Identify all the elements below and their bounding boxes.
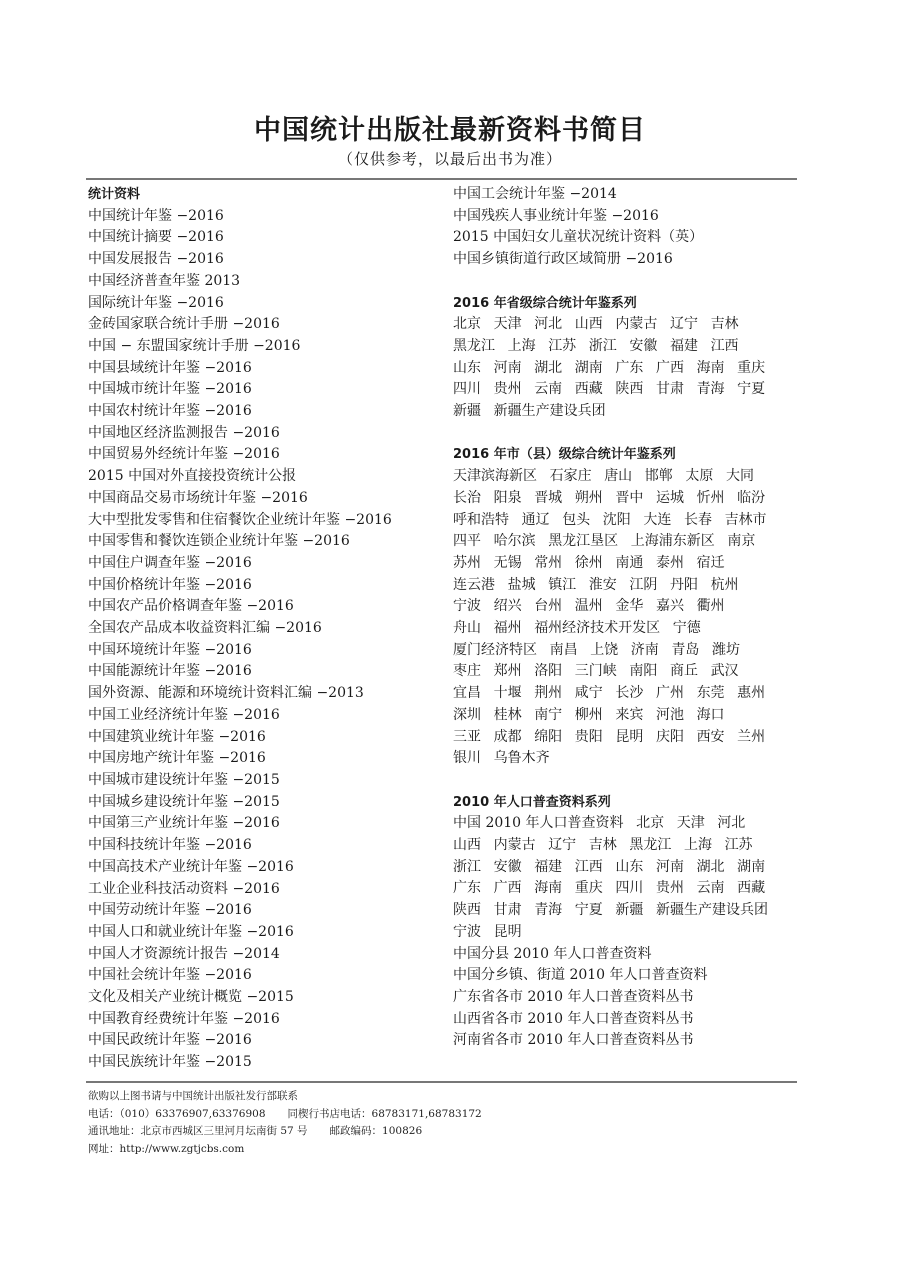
region-row: [453, 575, 803, 597]
region-name: 金华: [615, 598, 644, 615]
region-name: 衢州: [696, 598, 725, 615]
region-name: 无锡: [493, 554, 522, 571]
book-title: 中国房地产统计年鉴 −2016: [88, 750, 266, 767]
region-row: [453, 379, 803, 401]
book-title: 中国分乡镇、街道 2010 年人口普查资料: [453, 967, 708, 984]
footer-address: 通讯地址：北京市西城区三里河月坛南街 57 号: [88, 1125, 308, 1137]
region-row: [453, 596, 803, 618]
region-name: 海口: [696, 706, 725, 723]
region-name: 惠州: [737, 685, 766, 702]
region-name: 咸宁: [574, 685, 603, 702]
book-title: 中国价格统计年鉴 −2016: [88, 576, 252, 593]
region-name: 陕西: [615, 381, 644, 398]
region-name: 陕西: [453, 902, 481, 919]
region-name: 湖北: [696, 858, 725, 875]
contact-footer: [88, 1088, 798, 1158]
region-name: 洛阳: [534, 663, 563, 680]
region-name: 四平: [453, 533, 481, 550]
region-name: 吉林市: [724, 511, 767, 528]
statistics-book-list: [88, 206, 438, 1074]
region-name: 长治: [453, 489, 481, 506]
region-name: 呼和浩特: [453, 511, 509, 528]
region-name: 长春: [683, 511, 712, 528]
region-name: 杭州: [710, 576, 739, 593]
section-heading-provincial: 2016 年省级综合统计年鉴系列: [453, 295, 637, 311]
footer-address-line: [88, 1123, 798, 1141]
region-name: 晋中: [615, 489, 644, 506]
region-name: 贵州: [493, 381, 522, 398]
book-title: 中国农产品价格调查年鉴 −2016: [88, 598, 294, 615]
region-name: 河池: [655, 706, 684, 723]
book-title: 中国城市建设统计年鉴 −2015: [88, 771, 280, 788]
region-name: 淮安: [588, 576, 617, 593]
region-name: 邯郸: [644, 468, 673, 485]
city-list: [453, 466, 803, 770]
region-name: 南通: [615, 554, 644, 571]
region-name: 潍坊: [711, 641, 740, 658]
region-name: 西安: [696, 728, 725, 745]
region-name: 通辽: [521, 511, 550, 528]
region-name: 河北: [717, 815, 746, 832]
footer-purchase-note: 欲购以上图书请与中国统计出版社发行部联系: [88, 1090, 298, 1102]
region-name: 山东: [615, 858, 644, 875]
book-title: 中国残疾人事业统计年鉴 −2016: [453, 207, 659, 224]
region-name: 四川: [615, 880, 644, 897]
region-row: [453, 640, 803, 662]
region-name: 河南: [493, 359, 522, 376]
region-name: 甘肃: [655, 381, 684, 398]
book-title: 2015 中国妇女儿童状况统计资料（英）: [453, 229, 704, 246]
region-name: 天津: [676, 815, 705, 832]
region-name: 温州: [574, 598, 603, 615]
region-name: 山西: [453, 837, 481, 854]
region-name: 深圳: [453, 706, 481, 723]
region-row: [453, 661, 803, 683]
region-row: [453, 857, 803, 879]
region-row: [453, 510, 803, 532]
book-title: 中国环境统计年鉴 −2016: [88, 641, 252, 658]
region-name: 徐州: [574, 554, 603, 571]
region-name: 福建: [534, 858, 563, 875]
book-title: 2015 中国对外直接投资统计公报: [88, 468, 297, 485]
region-name: 海南: [534, 880, 563, 897]
region-name: 云南: [534, 381, 563, 398]
region-name: 郑州: [493, 663, 522, 680]
footer-phone: 电话：（010）63376907,63376908: [88, 1107, 266, 1120]
region-name: 南昌: [549, 641, 578, 658]
region-name: 天津滨海新区: [453, 468, 537, 485]
region-name: 浙江: [453, 858, 481, 875]
region-name: 唐山: [604, 468, 633, 485]
region-name: 宜昌: [453, 685, 481, 702]
book-title: 国外资源、能源和环境统计资料汇编 −2013: [88, 685, 364, 702]
region-name: 重庆: [574, 880, 603, 897]
region-name: 庆阳: [655, 728, 684, 745]
region-name: 浙江: [588, 337, 617, 354]
census-section: [453, 792, 803, 1052]
region-name: 泰州: [655, 554, 684, 571]
region-name: 来宾: [615, 706, 644, 723]
region-row: [453, 401, 803, 423]
region-name: 商丘: [669, 663, 698, 680]
region-name: 北京: [636, 815, 665, 832]
region-name: 贵州: [655, 880, 684, 897]
top-divider: [86, 178, 797, 180]
region-name: 安徽: [629, 337, 658, 354]
region-name: 黑龙江: [629, 837, 672, 854]
book-title: 中国人才资源统计报告 −2014: [88, 945, 280, 962]
region-row: [453, 336, 803, 358]
section-heading-city: 2016 年市（县）级综合统计年鉴系列: [453, 447, 676, 463]
region-name: 广西: [655, 359, 684, 376]
region-name: 黑龙江垦区: [548, 533, 619, 550]
page-subtitle: （仅供参考，以最后出书为准）: [337, 150, 562, 168]
misc-book-list: [453, 184, 803, 271]
book-title: 中国建筑业统计年鉴 −2016: [88, 728, 266, 745]
book-title: 中国地区经济监测报告 −2016: [88, 424, 280, 441]
region-name: 阳泉: [493, 489, 522, 506]
region-name: 连云港: [453, 576, 495, 593]
region-name: 上饶: [590, 641, 619, 658]
region-name: 广东: [615, 359, 644, 376]
region-name: 桂林: [493, 706, 522, 723]
region-name: 宁波: [453, 923, 481, 940]
region-name: 贵阳: [574, 728, 603, 745]
region-row: [453, 314, 803, 336]
book-title: 中国劳动统计年鉴 −2016: [88, 902, 252, 919]
region-name: 江西: [574, 858, 603, 875]
region-name: 海南: [696, 359, 725, 376]
right-column: [453, 184, 803, 1052]
region-name: 新疆: [453, 403, 481, 420]
region-name: 辽宁: [548, 837, 577, 854]
region-name: 舟山: [453, 620, 481, 637]
book-title: 中国发展报告 −2016: [88, 251, 224, 268]
footer-postcode: 邮政编码：100826: [329, 1125, 423, 1137]
region-name: 台州: [534, 598, 563, 615]
region-row: [453, 813, 803, 835]
region-row: [453, 618, 803, 640]
region-name: 江苏: [548, 337, 577, 354]
book-title: 中国 − 东盟国家统计手册 −2016: [88, 337, 301, 354]
region-name: 西藏: [737, 880, 766, 897]
region-name: 昆明: [493, 923, 522, 940]
region-name: 武汉: [710, 663, 739, 680]
region-name: 云南: [696, 880, 725, 897]
book-title: 中国统计年鉴 −2016: [88, 207, 224, 224]
left-column: [88, 184, 438, 1074]
book-title: 中国农村统计年鉴 −2016: [88, 403, 252, 420]
region-name: 内蒙古: [493, 837, 536, 854]
region-name: 广西: [493, 880, 522, 897]
book-title: 中国民政统计年鉴 −2016: [88, 1032, 252, 1049]
book-title: 山西省各市 2010 年人口普查资料丛书: [453, 1010, 694, 1027]
region-name: 江阴: [629, 576, 658, 593]
region-name: 临汾: [737, 489, 766, 506]
region-name: 青海: [534, 902, 563, 919]
region-name: 三门峡: [574, 663, 617, 680]
region-name: 嘉兴: [655, 598, 684, 615]
book-title: 金砖国家联合统计手册 −2016: [88, 316, 280, 333]
region-row: [453, 553, 803, 575]
book-title: 中国统计摘要 −2016: [88, 229, 224, 246]
region-name: 昆明: [615, 728, 644, 745]
census-region-list: [453, 813, 803, 943]
region-name: 宁夏: [737, 381, 766, 398]
region-name: 常州: [534, 554, 563, 571]
region-name: 绵阳: [534, 728, 563, 745]
book-title: 中国贸易外经统计年鉴 −2016: [88, 446, 280, 463]
region-name: 盐城: [507, 576, 536, 593]
region-row: [453, 922, 803, 944]
provincial-list: [453, 314, 803, 423]
region-name: 青海: [696, 381, 725, 398]
footer-website: 网址：http://www.zgtjcbs.com: [88, 1142, 245, 1155]
book-title: 中国社会统计年鉴 −2016: [88, 967, 252, 984]
book-title: 河南省各市 2010 年人口普查资料丛书: [453, 1032, 694, 1049]
region-name: 广东: [453, 880, 481, 897]
region-name: 大连: [643, 511, 672, 528]
region-name: 福州: [493, 620, 522, 637]
region-name: 新疆生产建设兵团: [655, 902, 768, 919]
region-name: 成都: [493, 728, 522, 745]
region-name: 上海: [683, 837, 712, 854]
region-name: 江西: [710, 337, 739, 354]
book-title: 中国科技统计年鉴 −2016: [88, 837, 252, 854]
region-name: 石家庄: [549, 468, 592, 485]
region-row: [453, 683, 803, 705]
region-name: 十堰: [493, 685, 522, 702]
region-name: 河北: [534, 316, 563, 333]
region-name: 柳州: [574, 706, 603, 723]
region-row: [453, 878, 803, 900]
region-row: [453, 748, 803, 770]
region-name: 河南: [655, 858, 684, 875]
book-title: 广东省各市 2010 年人口普查资料丛书: [453, 988, 694, 1005]
book-title: 中国城市统计年鉴 −2016: [88, 381, 252, 398]
book-title: 中国城乡建设统计年鉴 −2015: [88, 793, 280, 810]
section-heading-statistics: 统计资料: [88, 187, 141, 202]
region-name: 南阳: [629, 663, 658, 680]
region-name: 东莞: [696, 685, 725, 702]
census-book-list: [453, 944, 803, 1053]
book-title: 中国教育经费统计年鉴 −2016: [88, 1010, 280, 1027]
book-title: 中国县域统计年鉴 −2016: [88, 359, 252, 376]
region-name: 辽宁: [669, 316, 698, 333]
region-row: [453, 835, 803, 857]
region-name: 三亚: [453, 728, 481, 745]
region-name: 宁夏: [574, 902, 603, 919]
region-name: 济南: [630, 641, 659, 658]
book-title: 工业企业科技活动资料 −2016: [88, 880, 280, 897]
region-name: 上海浦东新区: [630, 533, 715, 550]
region-name: 绍兴: [493, 598, 522, 615]
region-name: 大同: [725, 468, 754, 485]
book-title: 中国商品交易市场统计年鉴 −2016: [88, 489, 308, 506]
region-name: 南宁: [534, 706, 563, 723]
region-name: 内蒙古: [615, 316, 658, 333]
book-title: 全国农产品成本收益资料汇编 −2016: [88, 620, 322, 637]
region-name: 西藏: [574, 381, 603, 398]
region-row: [453, 358, 803, 380]
book-title: 中国第三产业统计年鉴 −2016: [88, 815, 280, 832]
region-name: 宁德: [672, 620, 701, 637]
region-name: 湖北: [534, 359, 563, 376]
region-name: 甘肃: [493, 902, 522, 919]
region-name: 上海: [507, 337, 536, 354]
region-row: [453, 488, 803, 510]
region-name: 新疆生产建设兵团: [493, 403, 606, 420]
region-name: 晋城: [534, 489, 563, 506]
section-heading-census: 2010 年人口普查资料系列: [453, 794, 611, 810]
region-name: 吉林: [710, 316, 739, 333]
book-title: 中国工业经济统计年鉴 −2016: [88, 706, 280, 723]
book-title: 国际统计年鉴 −2016: [88, 294, 224, 311]
region-name: 山东: [453, 359, 481, 376]
provincial-yearbook-section: [453, 293, 803, 423]
region-name: 福建: [669, 337, 698, 354]
book-title: 中国能源统计年鉴 −2016: [88, 663, 252, 680]
region-name: 哈尔滨: [493, 533, 536, 550]
region-name: 黑龙江: [453, 337, 495, 354]
region-name: 宿迁: [696, 554, 725, 571]
page-title: 中国统计出版社最新资料书简目: [254, 115, 646, 146]
region-row: [453, 531, 803, 553]
region-name: 安徽: [493, 858, 522, 875]
region-name: 沈阳: [602, 511, 631, 528]
book-title: 中国零售和餐饮连锁企业统计年鉴 −2016: [88, 533, 350, 550]
book-title: 中国住户调查年鉴 −2016: [88, 554, 252, 571]
region-name: 苏州: [453, 554, 481, 571]
region-name: 乌鲁木齐: [493, 750, 550, 767]
region-name: 青岛: [671, 641, 700, 658]
region-name: 吉林: [588, 837, 617, 854]
city-yearbook-section: [453, 444, 803, 770]
region-name: 枣庄: [453, 663, 481, 680]
region-name: 江苏: [724, 837, 753, 854]
region-name: 福州经济技术开发区: [534, 620, 661, 637]
region-name: 忻州: [696, 489, 725, 506]
book-title: 中国工会统计年鉴 −2014: [453, 186, 617, 202]
region-name: 兰州: [737, 728, 766, 745]
region-name: 厦门经济特区: [453, 641, 537, 658]
region-name: 湖南: [737, 858, 766, 875]
region-name: 广州: [655, 685, 684, 702]
region-name: 太原: [685, 468, 714, 485]
region-name: 镇江: [548, 576, 577, 593]
footer-phone-line: [88, 1106, 798, 1124]
region-name: 四川: [453, 381, 481, 398]
region-name: 银川: [453, 750, 481, 767]
region-name: 朔州: [574, 489, 603, 506]
footer-store-phone: 同楔行书店电话：68783171,68783172: [287, 1107, 482, 1120]
region-name: 宁波: [453, 598, 481, 615]
region-row: [453, 727, 803, 749]
region-name: 北京: [453, 316, 481, 333]
book-title: 大中型批发零售和住宿餐饮企业统计年鉴 −2016: [88, 511, 392, 528]
book-title: 中国人口和就业统计年鉴 −2016: [88, 923, 294, 940]
region-name: 天津: [493, 316, 522, 333]
region-row: [453, 705, 803, 727]
region-name: 湖南: [574, 359, 603, 376]
region-name: 南京: [727, 533, 756, 550]
book-title: 中国分县 2010 年人口普查资料: [453, 945, 652, 962]
region-name: 中国 2010 年人口普查资料: [453, 815, 624, 832]
region-name: 重庆: [737, 359, 766, 376]
book-title: 文化及相关产业统计概览 −2015: [88, 989, 294, 1006]
region-name: 荆州: [534, 685, 563, 702]
region-name: 丹阳: [669, 576, 698, 593]
book-title: 中国民族统计年鉴 −2015: [88, 1054, 252, 1071]
region-name: 运城: [655, 489, 684, 506]
region-name: 山西: [574, 316, 603, 333]
book-title: 中国经济普查年鉴 2013: [88, 272, 241, 289]
book-title: 中国高技术产业统计年鉴 −2016: [88, 858, 294, 875]
region-name: 长沙: [615, 685, 644, 702]
region-row: [453, 900, 803, 922]
region-row: [453, 466, 803, 488]
region-name: 包头: [562, 511, 591, 528]
bottom-divider: [86, 1081, 797, 1083]
region-name: 新疆: [615, 902, 644, 919]
book-title: 中国乡镇街道行政区域简册 −2016: [453, 251, 673, 268]
